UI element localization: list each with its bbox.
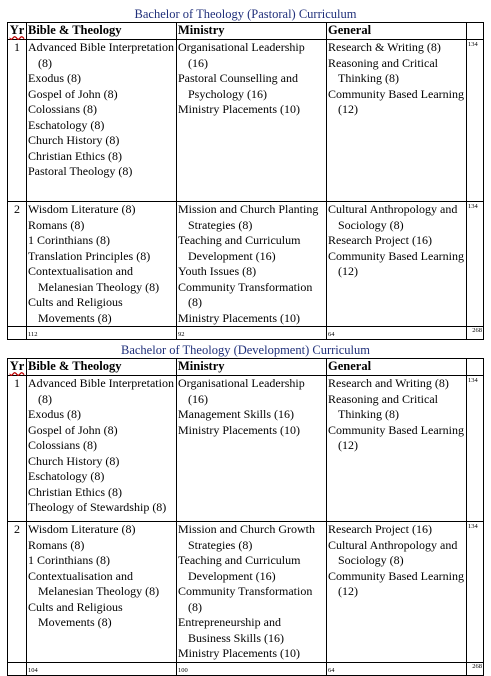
year-header: Yr <box>8 23 27 40</box>
course-item: Mission and Church Growth Strategies (8) <box>178 522 315 552</box>
course-item: Reasoning and Critical Thinking (8) <box>328 55 438 85</box>
general-total: 64 <box>327 662 467 675</box>
course-item: Ministry Placements (10) <box>178 102 300 116</box>
header-row <box>8 359 484 376</box>
ministry-cell <box>177 376 327 522</box>
general-cell <box>327 202 467 327</box>
ministry-cell <box>177 522 327 663</box>
bible-cell <box>27 40 177 202</box>
year-credits-cell <box>467 376 484 522</box>
course-item: Gospel of John (8) <box>28 86 118 101</box>
course-item: Ministry Placements (10) <box>178 422 300 437</box>
ministry-header: Ministry <box>177 23 327 40</box>
general-cell <box>327 376 467 522</box>
course-item: Pastoral Counselling and Psychology (16) <box>178 71 298 101</box>
year-credits-cell <box>467 40 484 202</box>
course-item: 1 Corinthians (8) <box>28 553 110 567</box>
totals-blank <box>8 327 27 340</box>
course-item: Cultural Anthropology and Sociology (8) <box>328 537 458 567</box>
table-caption: Bachelor of Theology (Development) Curriculum <box>120 343 370 357</box>
course-item: Community Transformation (8) <box>178 584 313 614</box>
course-item: Contextualisation and Melanesian Theology (8) <box>28 568 160 598</box>
year-cell: 2 <box>8 522 27 663</box>
course-item: Cults and Religious Movements (8) <box>28 599 123 629</box>
table-row <box>8 376 484 522</box>
totals-row <box>8 662 484 675</box>
course-item: Advanced Bible Interpretation (8) <box>28 376 174 406</box>
year-credits-cell <box>467 522 484 663</box>
course-item: Contextualisation and Melanesian Theology (8) <box>28 264 160 294</box>
course-item: Christian Ethics (8) <box>28 148 122 163</box>
course-item: Research & Writing (8) <box>328 40 441 54</box>
curriculum-table-pastoral <box>7 22 484 340</box>
course-item: Church History (8) <box>28 453 120 468</box>
course-item: Research and Writing (8) <box>328 376 449 390</box>
course-item: Eschatology (8) <box>28 117 105 132</box>
year-credits: 134 <box>468 41 478 48</box>
course-item: Management Skills (16) <box>178 407 294 421</box>
bible-total: 112 <box>27 327 177 340</box>
course-item: Teaching and Curriculum Development (16) <box>178 233 301 263</box>
general-cell <box>327 522 467 663</box>
course-item: Entrepreneurship and Business Skills (16) <box>178 615 285 645</box>
ministry-total: 92 <box>177 327 327 340</box>
course-item: Wisdom Literature (8) <box>28 202 136 216</box>
totals-blank <box>8 662 27 675</box>
bible-cell <box>27 202 177 327</box>
bible-header: Bible & Theology <box>27 23 177 40</box>
course-item: Ministry Placements (10) <box>178 646 300 660</box>
header-row <box>8 23 484 40</box>
table-row <box>8 522 484 663</box>
course-item: Research Project (16) <box>328 233 432 247</box>
general-total: 64 <box>327 327 467 340</box>
side-header <box>467 359 484 376</box>
general-cell <box>327 40 467 202</box>
course-item: Community Based Learning (12) <box>328 248 464 278</box>
course-item: Community Based Learning (12) <box>328 568 464 598</box>
totals-row <box>8 327 484 340</box>
course-item: Organisational Leadership (16) <box>178 40 305 70</box>
ministry-cell <box>177 202 327 327</box>
course-item: Mission and Church Planting Strategies (8) <box>178 202 319 232</box>
course-item: Romans (8) <box>28 537 85 552</box>
course-item: Organisational Leadership (16) <box>178 376 305 406</box>
general-header: General <box>327 359 467 376</box>
course-item: Colossians (8) <box>28 102 97 116</box>
course-item: Theology of Stewardship (8) <box>28 500 167 514</box>
bible-cell <box>27 376 177 522</box>
side-header <box>467 23 484 40</box>
year-cell: 1 <box>8 376 27 522</box>
course-item: Romans (8) <box>28 217 85 232</box>
year-credits: 134 <box>468 377 478 384</box>
course-item: Gospel of John (8) <box>28 422 118 437</box>
bible-cell <box>27 522 177 663</box>
year-credits-cell <box>467 202 484 327</box>
year-header: Yr <box>8 359 27 376</box>
course-item: Community Transformation (8) <box>178 279 313 309</box>
year-credits: 134 <box>468 523 478 530</box>
course-item: Eschatology (8) <box>28 469 105 483</box>
curriculum-table-development <box>7 358 484 676</box>
ministry-cell <box>177 40 327 202</box>
table-row <box>8 40 484 202</box>
year-cell: 2 <box>8 202 27 327</box>
course-item: Christian Ethics (8) <box>28 484 122 499</box>
year-cell: 1 <box>8 40 27 202</box>
course-item: 1 Corinthians (8) <box>28 233 110 247</box>
course-item: Community Based Learning (12) <box>328 422 464 452</box>
course-item: Colossians (8) <box>28 438 97 452</box>
grand-total: 268 <box>467 327 484 340</box>
course-item: Exodus (8) <box>28 71 81 85</box>
table-row <box>8 202 484 327</box>
grand-total: 268 <box>467 662 484 675</box>
course-item: Church History (8) <box>28 133 120 147</box>
table-caption: Bachelor of Theology (Pastoral) Curriculum <box>134 7 357 21</box>
course-item: Community Based Learning (12) <box>328 86 464 116</box>
course-item: Exodus (8) <box>28 407 81 421</box>
course-item: Cults and Religious Movements (8) <box>28 295 123 325</box>
year-credits: 134 <box>468 203 478 210</box>
bible-total: 104 <box>27 662 177 675</box>
course-item: Wisdom Literature (8) <box>28 522 136 536</box>
course-item: Translation Principles (8) <box>28 248 151 263</box>
course-item: Teaching and Curriculum Development (16) <box>178 553 301 583</box>
course-item: Reasoning and Critical Thinking (8) <box>328 391 438 421</box>
ministry-header: Ministry <box>177 359 327 376</box>
course-item: Research Project (16) <box>328 522 432 536</box>
course-item: Pastoral Theology (8) <box>28 164 133 178</box>
course-item: Cultural Anthropology and Sociology (8) <box>328 202 458 232</box>
course-item: Ministry Placements (10) <box>178 310 300 325</box>
course-item: Advanced Bible Interpretation (8) <box>28 40 174 70</box>
bible-header: Bible & Theology <box>27 359 177 376</box>
ministry-total: 100 <box>177 662 327 675</box>
general-header: General <box>327 23 467 40</box>
course-item: Youth Issues (8) <box>178 264 257 278</box>
